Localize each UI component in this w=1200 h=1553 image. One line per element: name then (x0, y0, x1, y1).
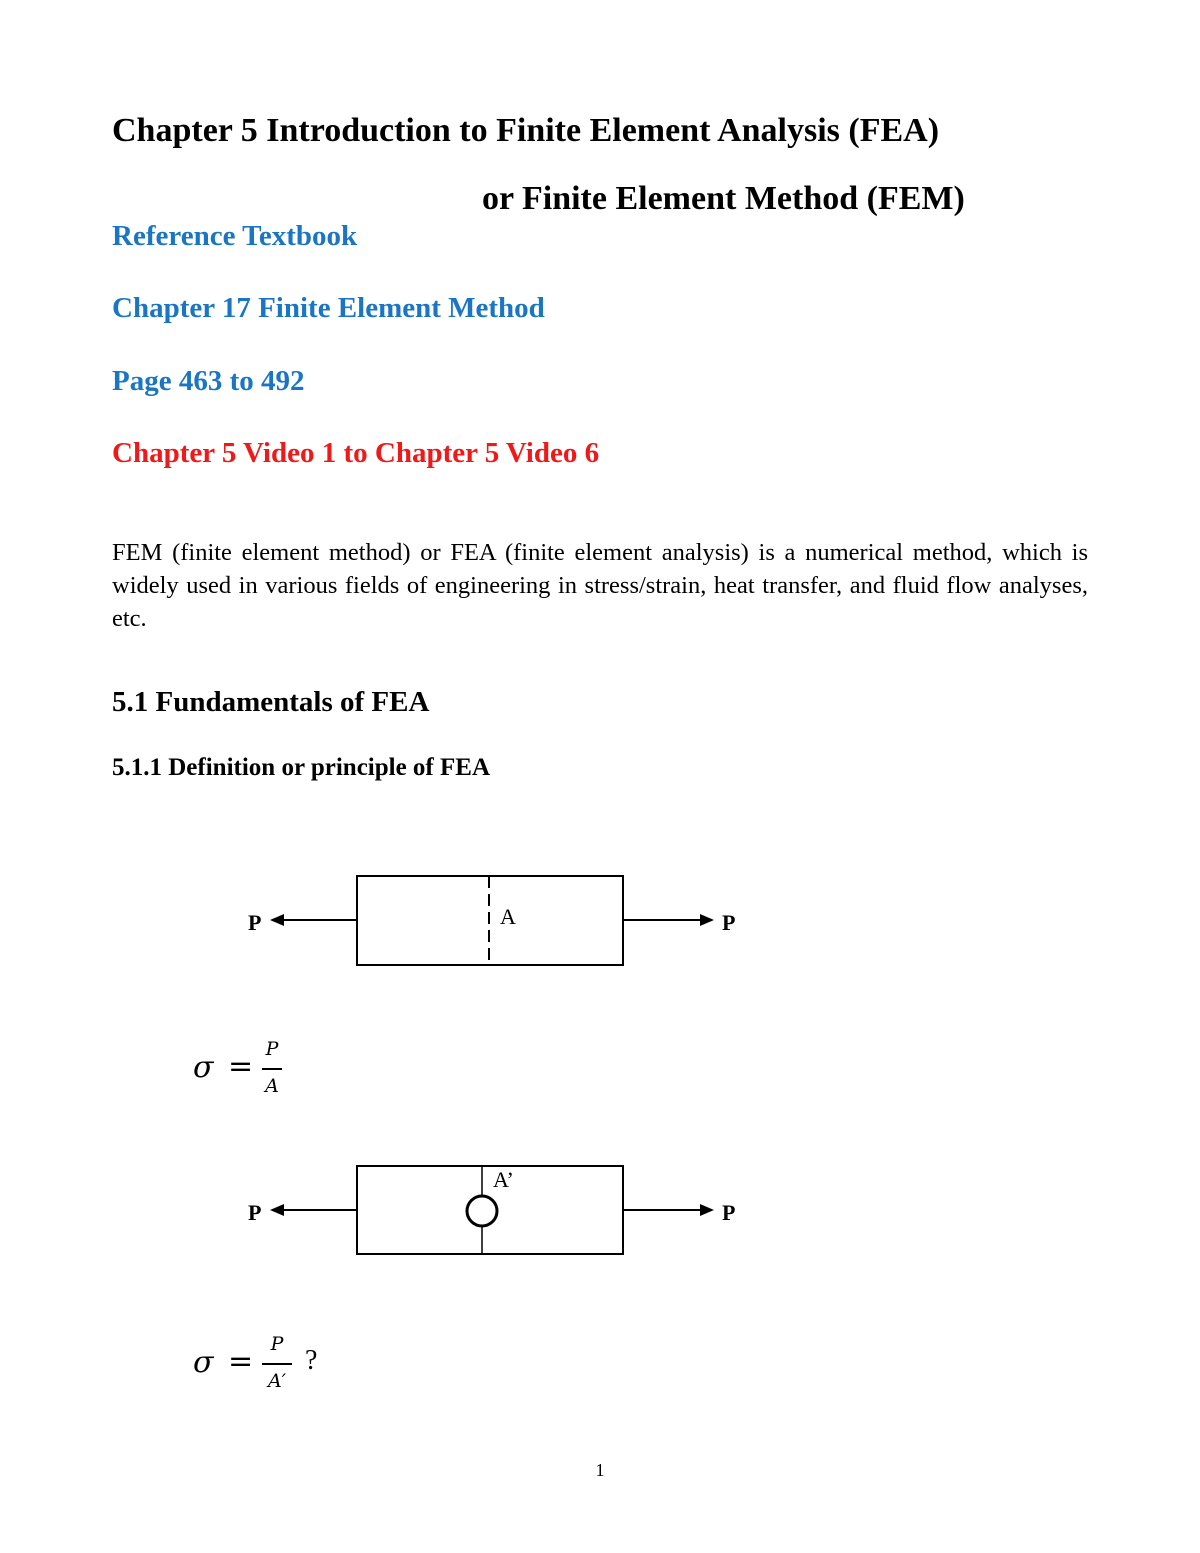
figure1-force-left: P (248, 910, 262, 935)
equation2-question-mark: ? (305, 1345, 318, 1376)
equation2-numerator: P (270, 1333, 284, 1355)
reference-videos: Chapter 5 Video 1 to Chapter 5 Video 6 (112, 437, 600, 469)
figure2-left-arrowhead (270, 1204, 284, 1216)
reference-pages: Page 463 to 492 (112, 365, 305, 397)
equation2-sigma: σ (193, 1345, 214, 1380)
page-number: 1 (595, 1460, 605, 1480)
equation1-denominator: A (265, 1075, 279, 1097)
equation1-equals: = (228, 1049, 254, 1084)
equation1-numerator: P (265, 1038, 279, 1060)
subsection-heading: 5.1.1 Definition or principle of FEA (112, 754, 491, 781)
figure1-area-label: A (500, 904, 516, 929)
reference-heading: Reference Textbook (112, 220, 358, 252)
section-heading: 5.1 Fundamentals of FEA (112, 686, 430, 718)
figure2-force-left: P (248, 1200, 262, 1225)
figure2-hole (467, 1196, 497, 1226)
figure2-right-arrowhead (700, 1204, 714, 1216)
equation2-equals: = (228, 1344, 254, 1379)
equation2-denominator: A′ (267, 1370, 287, 1392)
equation2-fraction-bar (262, 1363, 292, 1365)
chapter-title-line1: Chapter 5 Introduction to Finite Element Analysis (FEA) (112, 112, 940, 149)
equation1-sigma: σ (193, 1050, 214, 1085)
figure1-right-arrowhead (700, 914, 714, 926)
intro-paragraph: FEM (finite element method) or FEA (finite element analysis) is a numerical method, which is widely used in various fields of engineering in stress/strain, heat transfer, and fluid flow analyses, etc. (112, 539, 1088, 632)
figure1-bar (357, 876, 623, 965)
equation1-fraction-bar (262, 1068, 282, 1070)
figure2-force-right: P (722, 1200, 736, 1225)
figure1-force-right: P (722, 910, 736, 935)
figure2-bar (357, 1166, 623, 1254)
reference-chapter: Chapter 17 Finite Element Method (112, 292, 545, 324)
figure2-area-label: A’ (493, 1167, 514, 1192)
chapter-title-line2: or Finite Element Method (FEM) (482, 180, 965, 217)
figure1-left-arrowhead (270, 914, 284, 926)
